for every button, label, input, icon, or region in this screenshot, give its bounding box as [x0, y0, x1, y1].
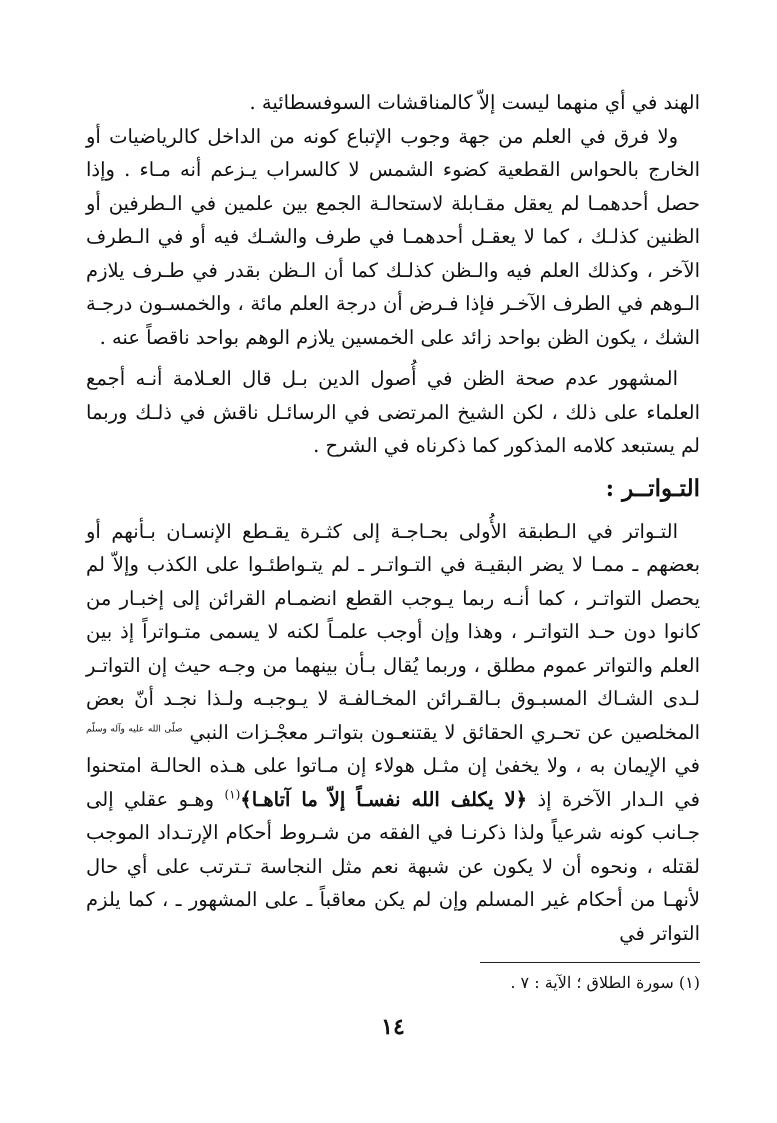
page-number: ١٤ [381, 1014, 405, 1040]
blessing-mark: صلّى الله عليه وآله وسلّم [86, 724, 183, 734]
footnote: (١) سورة الطلاق ؛ الآية : ٧ . [510, 973, 700, 992]
paragraph-tawatur-part1: التـواتر في الـطبقة الأُولى بحـاجـة إلى كثـرة يقـطع الإنسـان بـأنهم أو بعضهم ـ ممـا لا يضر البقيـة في التـواتـر ـ لم يتـواطئـوا على الكذب وإلاّ لم يحصل التواتـر ، كما أنـه ربما يـوجب القطع انضمـام القرائن إلى إخبـار من كانوا دون حـد التواتـر ، وهذا وإن أوجب علمـاً لكنه لا يسمى متـواتراً إذ بين العلم والتواتر عموم مطلق ، وربما يُقال بـأن بينهما من وجـه حيث إن التواتـر لـدى الشـاك المسبـوق بـالقـرائن المخـالفـة لا يـوجبـه ولـذا نجـد أنّ بعض المخلصين عن تحـري الحقائق لا يقتنعـون بتواتـر معجْـزات النبي [86, 519, 700, 744]
paragraph-tawatur-part2: في الإيمان به ، ولا يخفىٰ إن مثـل هولاء إن مـاتوا على هـذه الحالـة امتحنوا في الـدار الآخرة إذ [86, 754, 700, 811]
footnote-divider [480, 962, 700, 963]
paragraph-continuation: الهند في أي منهما ليست إلاّ كالمناقشات السوفسطائية . [249, 91, 700, 114]
paragraph-tawatur [86, 515, 700, 951]
quran-verse: ﴿لا يكلف الله نفسـاً إلاّ ما آتاهـا﴾ [240, 787, 528, 811]
section-heading-tawatur: التـواتــر : [605, 474, 700, 502]
paragraph-knowledge: ولا فرق في العلم من جهة وجوب الإتباع كونه من الداخل كالرياضيات أو الخارج بالحواس القطعية كضوء الشمس لا كالسراب يـزعم أنه مـاء . وإذا حصل أحدهمـا لم يعقل مقـابلة لاستحالـة الجمع بين علمين في الـطرفين أو الظنين كذلـك ، كما لا يعقـل أحدهمـا في طرف والشـك فيه أو في الـطرف الآخر ، وكذلك العلم فيه والـظن كذلـك كما أن الـظن بقدر في طـرف يلازم الـوهم في الطرف الآخـر فإذا فـرض أن درجة العلم مائة ، والخمسـون درجـة الشك ، يكون الظن بواحد زائد على الخمسين يلازم الوهم بواحد ناقصاً عنه . [86, 124, 700, 349]
footnote-reference: (١) [224, 787, 241, 801]
paragraph-doctrine: المشهور عدم صحة الظن في أُصول الدين بـل قال العـلامة أنـه أجمع العلماء على ذلك ، لكن الشيخ المرتضى في الرسائـل ناقش في ذلـك وربما لم يستبعد كلامه المذكور كما ذكرناه في الشرح . [86, 367, 700, 457]
paragraph-tawatur-part3: وهـو عقلي إلى جـانب كونه شرعياً ولذا ذكرنـا في الفقه من شـروط أحكام الإرتـداد الموجب لقتله ، ونحوه أن لا يكون عن شبهة نعم مثل النجاسة تـترتب على أي حال لأنهـا من أحكام غير المسلم وإن لم يكن معاقباً ـ على المشهور ـ ، كما يلزم التواتر في [86, 787, 700, 945]
book-page [86, 86, 700, 1086]
